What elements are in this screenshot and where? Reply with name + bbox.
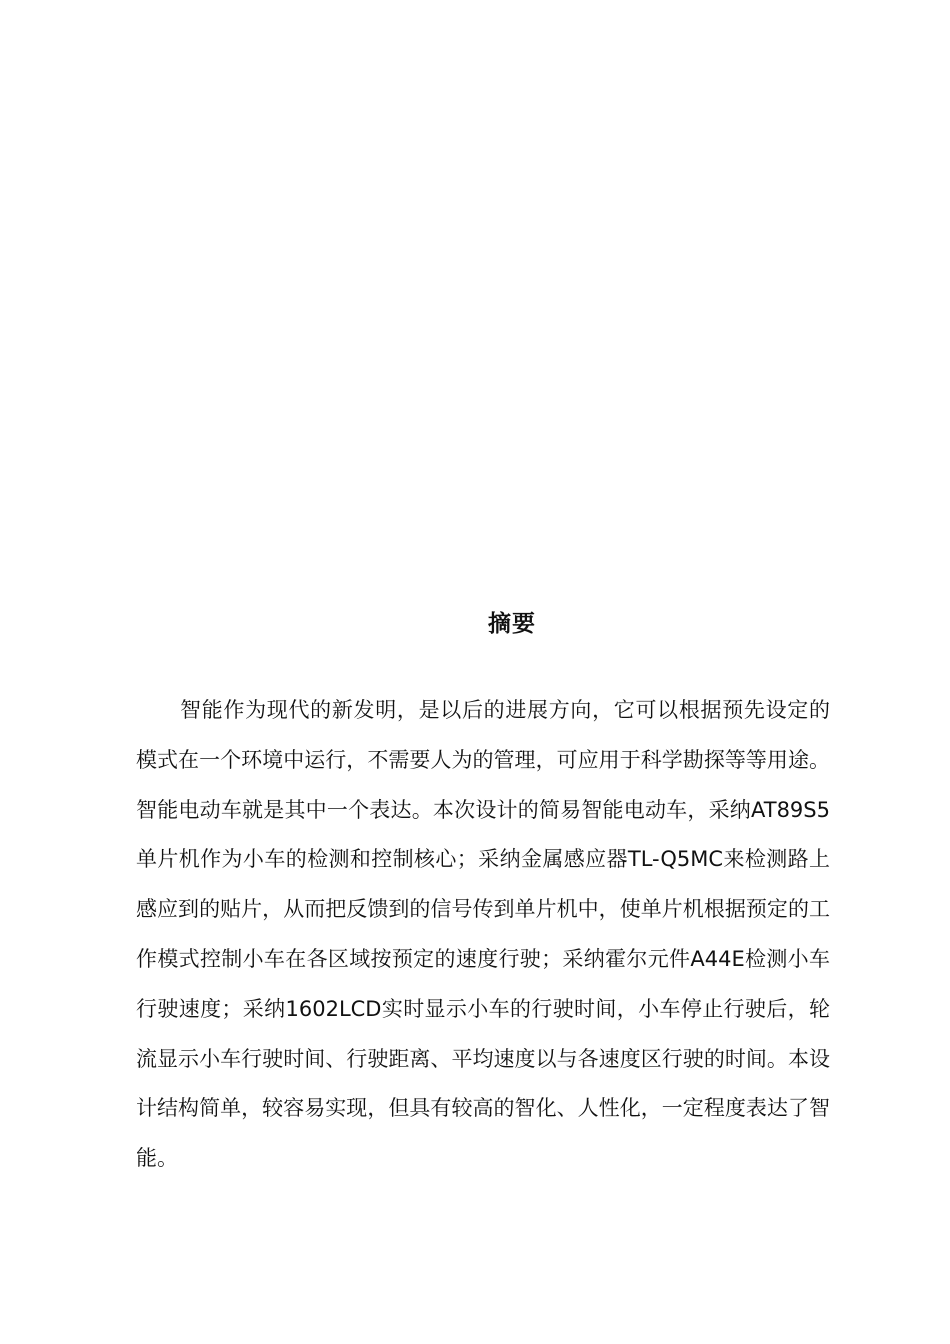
abstract-paragraph: 智能作为现代的新发明，是以后的进展方向，它可以根据预先设定的模式在一个环境中运行，不需要人为的管理，可应用于科学勘探等等用途。智能电动车就是其中一个表达。本次设计的简易智能电动车，采纳AT89S5单片机作为小车的检测和控制核心；采纳金属感应器TL-Q5MC来检测路上感应到的贴片，从而把反馈到的信号传到单片机中，使单片机根据预定的工作模式控制小车在各区域按预定的速度行驶；采纳霍尔元件A44E检测小车行驶速度；采纳1602LCD实时显示小车的行驶时间，小车停止行驶后，轮流显示小车行驶时间、行驶距离、平均速度以与各速度区行驶的时间。本设计结构简单，较容易实现，但具有较高的智化、人性化，一定程度表达了智能。: [136, 698, 830, 1171]
abstract-heading: 摘要: [488, 611, 536, 637]
